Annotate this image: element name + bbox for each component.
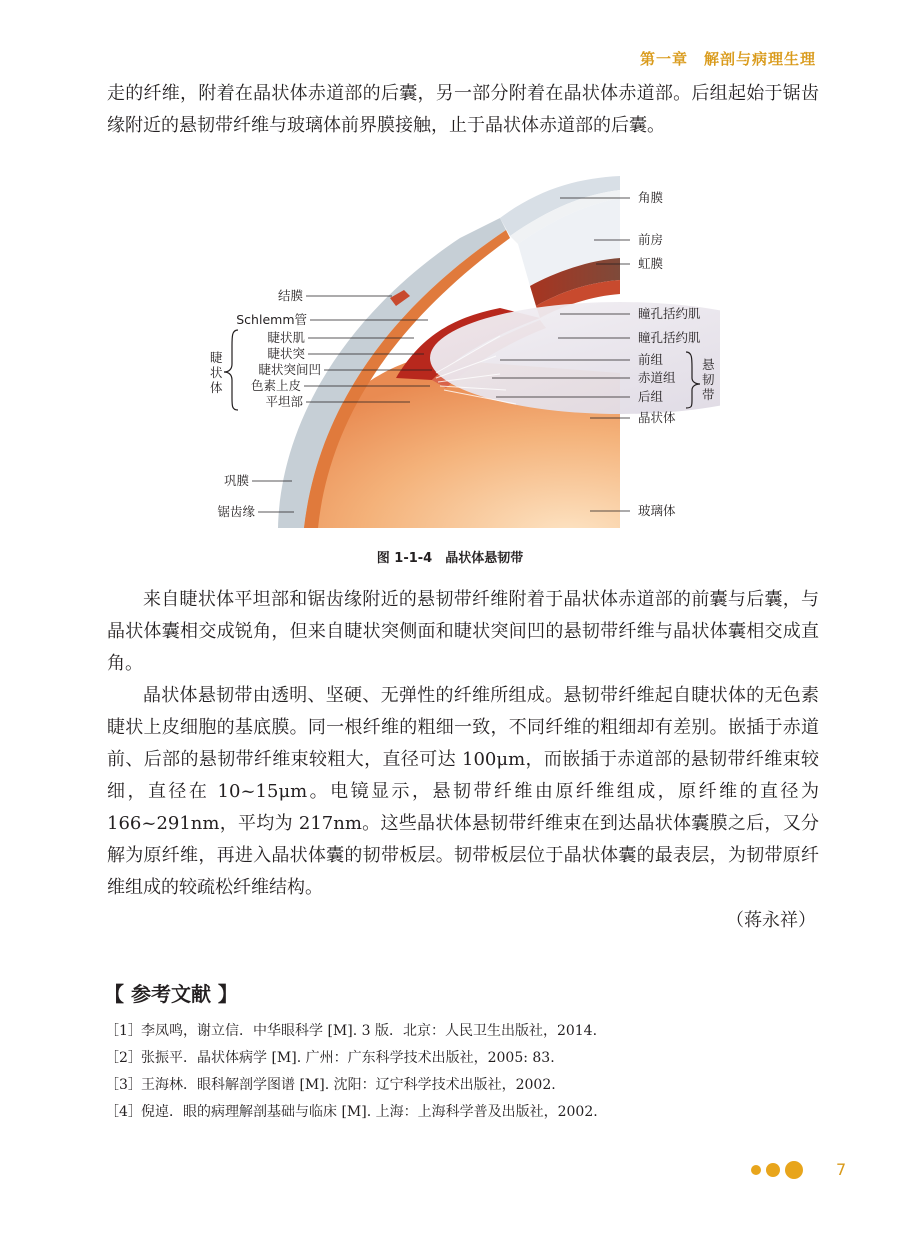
reference-number: ［1］ — [105, 1023, 142, 1039]
reference-item — [105, 1045, 598, 1072]
reference-item — [105, 1099, 598, 1126]
author-attribution: （蒋永祥） — [726, 910, 816, 931]
footer-dots-decoration — [748, 1158, 818, 1182]
label-ora-serrata: 锯齿缘 — [217, 504, 255, 519]
reference-text: 倪逴．眼的病理解剖基础与临床 [M]. 上海：上海科学普及出版社，2002. — [141, 1104, 598, 1120]
label-ciliary-muscle: 睫状肌 — [267, 330, 305, 345]
label-sphincter-1: 瞳孔括约肌 — [638, 306, 701, 321]
label-anterior-chamber: 前房 — [638, 232, 664, 247]
reference-number: ［3］ — [105, 1077, 142, 1093]
paragraph-2: 来自睫状体平坦部和锯齿缘附近的悬韧带纤维附着于晶状体赤道部的前囊与后囊，与晶状体囊相交成锐角，但来自睫状突侧面和睫状突间凹的悬韧带纤维与晶状体囊相交成直角。 — [107, 589, 819, 674]
reference-number: ［4］ — [105, 1104, 142, 1120]
label-sphincter-2: 瞳孔括约肌 — [638, 330, 701, 345]
reference-text: 王海林．眼科解剖学图谱 [M]. 沈阳：辽宁科学技术出版社，2002. — [141, 1077, 556, 1093]
references-heading: 【 参考文献 】 — [104, 982, 238, 1006]
label-equatorial-group: 赤道组 — [638, 370, 676, 385]
label-ciliary-body-group: 睫状体 — [210, 350, 223, 395]
paragraph-3: 晶状体悬韧带由透明、坚硬、无弹性的纤维所组成。悬韧带纤维起自睫状体的无色素睫状上皮细胞的基底膜。同一根纤维的粗细一致，不同纤维的粗细却有差别。嵌插于赤道前、后部的悬韧带纤维束较粗大，直径可达 100μm，而嵌插于赤道部的悬韧带纤维束较细，直径在 10~15μm。电镜显示，悬韧带纤维由原纤维组成，原纤维的直径为 166~291nm，平均为 217nm。这些晶状体悬韧带纤维束在到达晶状体囊膜之后，又分解为原纤维，再进入晶状体囊的韧带板层。韧带板层位于晶状体囊的最表层，为韧带原纤维组成的较疏松纤维结构。 — [107, 685, 819, 898]
label-conjunctiva: 结膜 — [277, 288, 303, 303]
reference-item — [105, 1018, 598, 1045]
label-cornea: 角膜 — [638, 190, 664, 205]
figure-caption: 图 1-1-4 晶状体悬韧带 — [376, 551, 524, 566]
paragraph-continued: 走的纤维，附着在晶状体赤道部的后囊，另一部分附着在晶状体赤道部。后组起始于锯齿缘附近的悬韧带纤维与玻璃体前界膜接触，止于晶状体赤道部的后囊。 — [107, 83, 819, 136]
label-lens: 晶状体 — [638, 410, 676, 425]
figure-lens-zonule — [200, 168, 720, 533]
reference-item — [105, 1072, 598, 1099]
reference-number: ［2］ — [105, 1050, 142, 1066]
label-sclera: 巩膜 — [223, 473, 249, 488]
label-iris: 虹膜 — [638, 256, 664, 271]
label-ciliary-process: 睫状突 — [267, 346, 305, 361]
references-list — [105, 1018, 598, 1126]
label-posterior-group: 后组 — [638, 389, 664, 404]
running-head: 第一章 解剖与病理生理 — [639, 50, 816, 68]
label-ciliary-valley: 睫状突间凹 — [258, 362, 321, 377]
label-pars-plana: 平坦部 — [265, 394, 303, 409]
page-number: 7 — [836, 1160, 847, 1179]
label-anterior-group: 前组 — [638, 352, 664, 367]
label-vitreous: 玻璃体 — [638, 503, 676, 518]
label-zonule-group: 悬韧带 — [702, 357, 715, 402]
reference-text: 张振平．晶状体病学 [M]. 广州：广东科学技术出版社，2005: 83. — [141, 1050, 555, 1066]
label-schlemm-canal: Schlemm管 — [236, 312, 307, 327]
reference-text: 李凤鸣，谢立信．中华眼科学 [M]. 3 版．北京：人民卫生出版社，2014. — [141, 1023, 598, 1039]
label-pigment-epithelium: 色素上皮 — [250, 378, 301, 393]
